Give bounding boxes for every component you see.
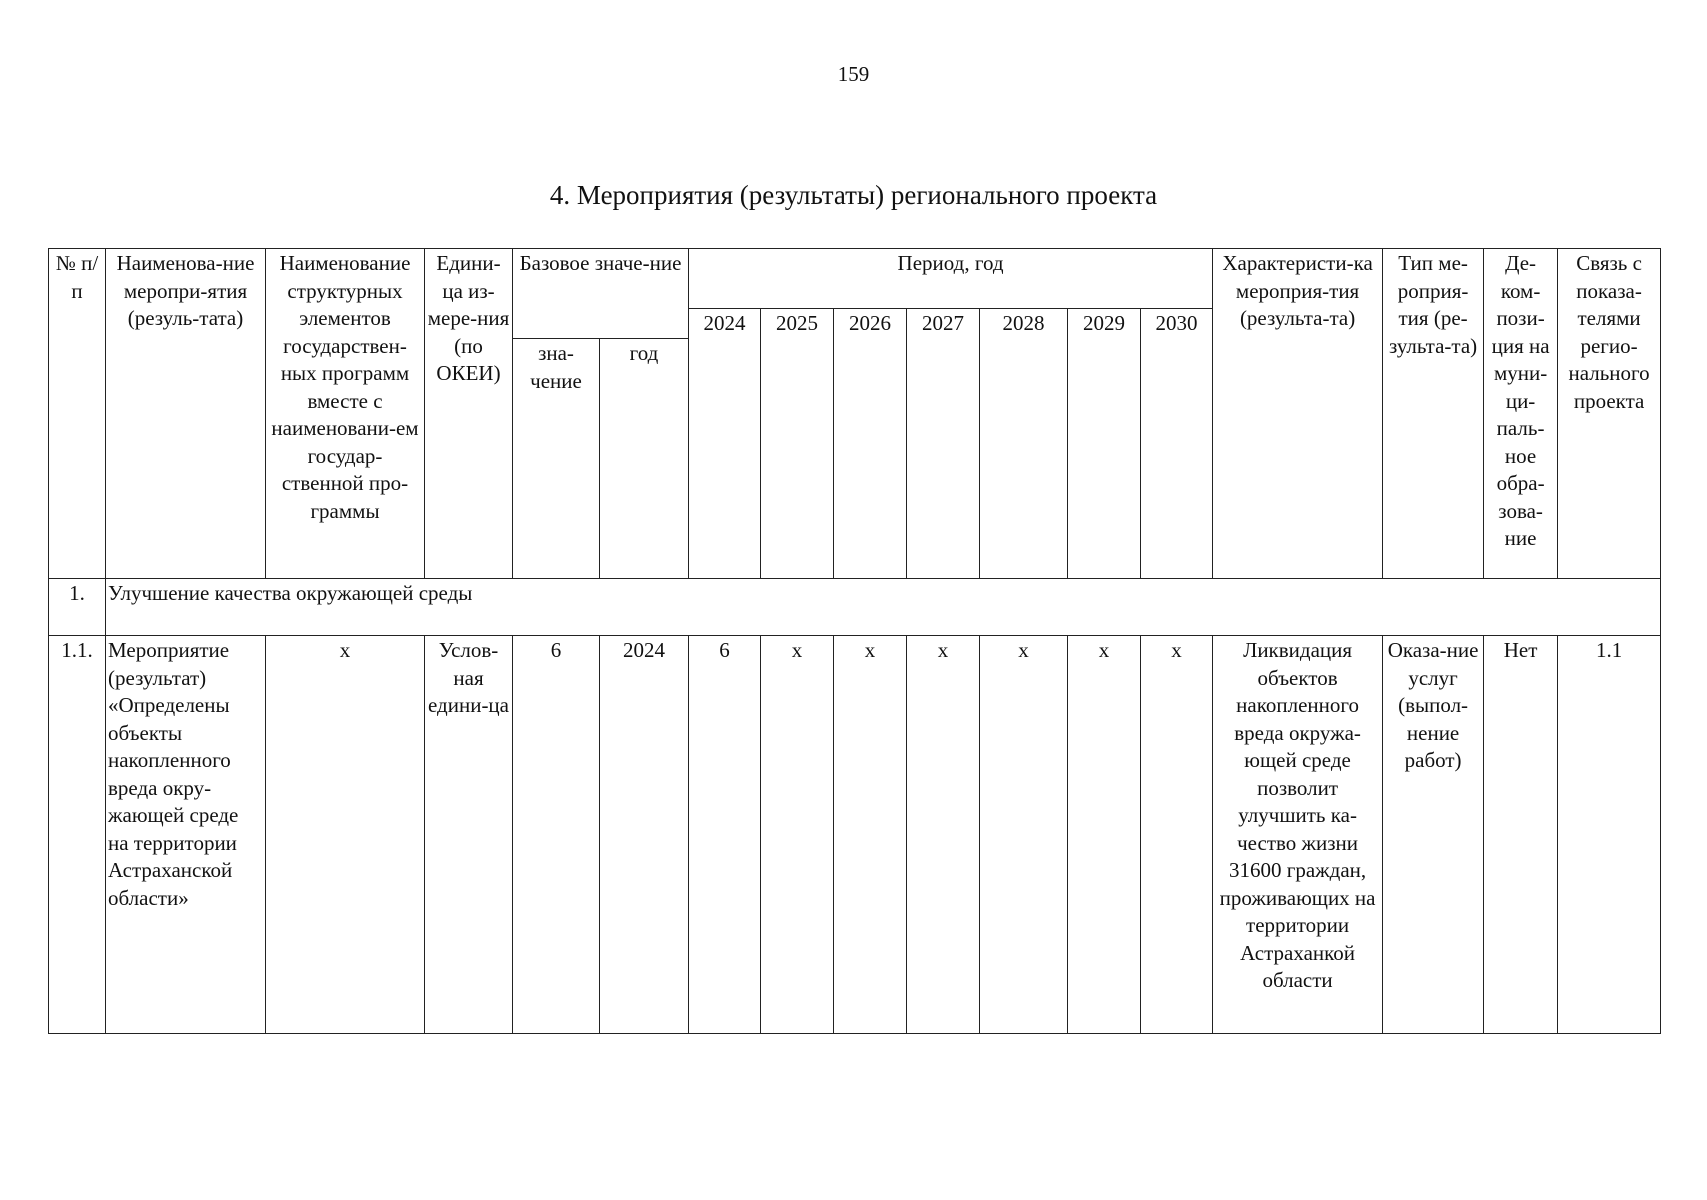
header-year-2029: 2029	[1068, 309, 1141, 579]
header-year-2025: 2025	[761, 309, 834, 579]
row-type: Оказа-ние услуг (выпол-нение работ)	[1383, 636, 1484, 1034]
row-year-2024: 6	[689, 636, 761, 1034]
section-row	[49, 579, 1661, 636]
header-year-2026: 2026	[834, 309, 907, 579]
row-unit: Услов-ная едини-ца	[425, 636, 513, 1034]
header-base-value-value: зна-чение	[513, 339, 600, 579]
row-event-name: Мероприятие (результат) «Определены объекты накопленного вреда окру-жающей среде на территории Астраханской области»	[106, 636, 266, 1034]
header-characteristic: Характеристи-ка мероприя-тия (результа-та)	[1213, 249, 1383, 579]
header-base-value: Базовое значе-ние	[513, 249, 689, 339]
page-number: 159	[837, 62, 870, 86]
header-year-2028: 2028	[980, 309, 1068, 579]
row-year-2026: x	[834, 636, 907, 1034]
header-type: Тип ме-роприя-тия (ре-зульта-та)	[1383, 249, 1484, 579]
row-characteristic: Ликвидация объектов накопленного вреда окружа-ющей среде позволит улучшить ка-чество жизни 31600 граждан, проживающих на территории Астраханкой области	[1213, 636, 1383, 1034]
row-year-2027: x	[907, 636, 980, 1034]
row-decomposition: Нет	[1484, 636, 1558, 1034]
header-unit: Едини-ца из-мере-ния (по ОКЕИ)	[425, 249, 513, 579]
header-year-2030: 2030	[1141, 309, 1213, 579]
header-year-2027: 2027	[907, 309, 980, 579]
row-link: 1.1	[1558, 636, 1661, 1034]
events-table	[48, 248, 1661, 1034]
page-title: 4. Мероприятия (результаты) регионального проекта	[549, 180, 1158, 210]
row-year-2030: x	[1141, 636, 1213, 1034]
header-base-value-year: год	[600, 339, 689, 579]
row-num: 1.1.	[49, 636, 106, 1034]
row-year-2028: x	[980, 636, 1068, 1034]
header-decomposition: Де-ком-пози-ция на муни-ци-паль-ное обра-зова-ние	[1484, 249, 1558, 579]
row-year-2025: x	[761, 636, 834, 1034]
row-year-2029: x	[1068, 636, 1141, 1034]
table-row	[49, 636, 1661, 1034]
row-base-year: 2024	[600, 636, 689, 1034]
header-num: № п/п	[49, 249, 106, 579]
section-title: Улучшение качества окружающей среды	[106, 579, 1661, 636]
row-struct-elements: x	[266, 636, 425, 1034]
header-link: Связь с показа-телями регио-нального проекта	[1558, 249, 1661, 579]
row-base-value: 6	[513, 636, 600, 1034]
header-year-2024: 2024	[689, 309, 761, 579]
section-num: 1.	[49, 579, 106, 636]
header-struct-elements: Наименование структурных элементов государствен-ных программ вместе с наименовани-ем государ-ственной про-граммы	[266, 249, 425, 579]
header-event-name: Наименова-ние меропри-ятия (резуль-тата)	[106, 249, 266, 579]
header-row	[49, 249, 1661, 309]
header-period: Период, год	[689, 249, 1213, 309]
